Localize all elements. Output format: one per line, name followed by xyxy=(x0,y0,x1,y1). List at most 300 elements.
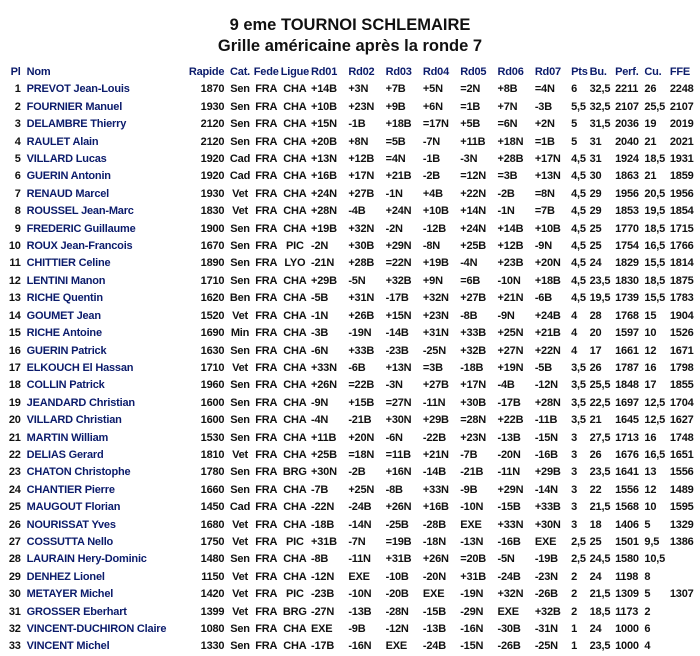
cell-rd06: -1N xyxy=(497,205,515,218)
cell-rd07: +29B xyxy=(534,466,561,479)
cell-name: RICHE Antoine xyxy=(26,327,102,340)
cell-rapide: 1710 xyxy=(200,361,225,374)
cell-rd01: -12N xyxy=(311,570,335,583)
cell-rd02: -16N xyxy=(348,640,372,653)
table-row xyxy=(6,99,700,116)
cell-performance: 1697 xyxy=(615,396,639,409)
cell-rd04: -13B xyxy=(422,623,446,635)
column-header-place: Pl xyxy=(10,66,21,78)
cell-rd01: -6N xyxy=(311,344,329,357)
cell-buchholz: 25 xyxy=(589,222,602,235)
cell-cumulative: 10 xyxy=(644,501,657,514)
cell-ffe: 1931 xyxy=(669,153,694,166)
cell-rd01: +20B xyxy=(311,135,337,148)
cell-category: Sen xyxy=(230,274,250,287)
cell-points: 4,5 xyxy=(571,274,586,287)
cell-rd04: -12B xyxy=(422,222,446,235)
cell-category: Sen xyxy=(230,414,250,427)
cell-ffe xyxy=(669,621,700,638)
cell-rd03: -23B xyxy=(385,344,409,357)
cell-name: RICHE Quentin xyxy=(26,292,103,305)
cell-rd01: +14B xyxy=(311,83,337,96)
cell-rd02: +30B xyxy=(348,240,375,253)
cell-league: BRG xyxy=(282,605,307,618)
cell-place: 20 xyxy=(8,414,21,427)
cell-name: LENTINI Manon xyxy=(26,274,106,287)
cell-points: 4,5 xyxy=(571,222,586,235)
cell-points: 3 xyxy=(571,448,578,461)
cell-federation: FRA xyxy=(255,553,278,566)
cell-rd02: -14N xyxy=(348,518,372,531)
cell-category: Sen xyxy=(230,240,250,253)
table-row xyxy=(6,325,700,342)
cell-rd05: -16N xyxy=(460,623,484,635)
cell-rd05: -7B xyxy=(460,448,478,461)
cell-rd03: +21B xyxy=(385,170,412,183)
cell-buchholz: 29 xyxy=(589,205,602,218)
cell-category: Sen xyxy=(230,431,250,444)
cell-rd04: -14B xyxy=(422,466,446,479)
cell-federation: FRA xyxy=(255,240,278,253)
cell-category: Sen xyxy=(230,344,250,357)
cell-ffe: 1651 xyxy=(669,448,694,461)
cell-rd05: -15N xyxy=(460,640,484,653)
cell-rd02: +20N xyxy=(348,431,375,444)
cell-rd07: +21B xyxy=(534,327,561,340)
cell-rapide: 1890 xyxy=(200,257,225,270)
cell-category: Sen xyxy=(230,83,250,96)
cell-place: 22 xyxy=(8,448,21,461)
cell-place: 6 xyxy=(14,170,21,183)
cell-rd07: =7B xyxy=(534,205,555,218)
cell-rd01: -2N xyxy=(311,240,329,253)
cell-rapide: 1930 xyxy=(200,100,225,113)
cell-category: Vet xyxy=(232,605,248,618)
cell-cumulative: 16,5 xyxy=(644,448,666,461)
cell-rd02: +17N xyxy=(348,170,375,183)
cell-rd04: -28B xyxy=(422,518,446,531)
cell-place: 2 xyxy=(14,100,21,113)
table-row xyxy=(6,604,700,621)
cell-rd05: +5B xyxy=(460,118,481,131)
cell-rd07: -6B xyxy=(534,292,552,305)
cell-category: Sen xyxy=(230,222,250,235)
cell-rapide: 1620 xyxy=(200,292,225,305)
cell-federation: FRA xyxy=(255,292,278,305)
cell-rd04: +32N xyxy=(422,292,449,305)
cell-place: 24 xyxy=(8,483,21,496)
cell-rd05: +33B xyxy=(460,327,487,340)
cell-cumulative: 19,5 xyxy=(644,205,666,218)
cell-category: Sen xyxy=(230,118,250,131)
cell-rapide: 1670 xyxy=(200,240,225,253)
cell-rd02: -19N xyxy=(348,327,372,340)
cell-rd02: +33B xyxy=(348,344,375,357)
cell-name: FOURNIER Manuel xyxy=(26,100,123,113)
cell-rd03: +26N xyxy=(385,501,412,514)
cell-place: 18 xyxy=(8,379,21,392)
cell-points: 4 xyxy=(571,344,578,357)
cell-place: 10 xyxy=(8,240,21,253)
cell-buchholz: 20 xyxy=(589,327,602,340)
cell-rd04: =3B xyxy=(422,361,443,374)
cell-rd04: +27B xyxy=(422,379,449,392)
cell-category: Min xyxy=(230,327,250,340)
cell-buchholz: 19,5 xyxy=(589,292,611,305)
cell-league: CHA xyxy=(283,448,307,461)
cell-buchholz: 31,5 xyxy=(589,118,611,131)
cell-rd01: -1N xyxy=(311,309,329,322)
column-header-rapide: Rapide xyxy=(188,66,225,78)
cell-rapide: 1680 xyxy=(200,518,225,531)
cell-performance: 1568 xyxy=(615,501,639,514)
cell-cumulative: 16 xyxy=(644,361,657,374)
cell-rd05: EXE xyxy=(460,518,482,531)
cell-rd02: +32N xyxy=(348,222,375,235)
cell-performance: 1770 xyxy=(615,222,639,235)
cell-rd05: -29N xyxy=(460,605,484,618)
cell-rd05: -10N xyxy=(460,501,484,514)
cell-cumulative: 21 xyxy=(644,170,657,183)
cell-rd07: -11B xyxy=(534,414,558,427)
cell-league: CHA xyxy=(283,292,307,305)
cell-rd06: -26B xyxy=(497,640,521,653)
cell-category: Sen xyxy=(230,553,250,566)
cell-rd01: +11B xyxy=(311,431,337,444)
cell-ffe: 1489 xyxy=(669,483,694,496)
cell-rd01: -18B xyxy=(311,518,335,531)
cell-points: 2,5 xyxy=(571,535,586,548)
cell-rd02: +15B xyxy=(348,396,375,409)
cell-name: CHATON Christophe xyxy=(26,466,131,479)
cell-category: Vet xyxy=(232,309,248,322)
cell-rd04: -7N xyxy=(422,135,441,148)
cell-place: 23 xyxy=(8,466,21,479)
cell-place: 12 xyxy=(8,274,21,287)
cell-rd02: +25N xyxy=(348,483,375,496)
cell-performance: 1739 xyxy=(615,292,639,305)
cell-rd02: =22B xyxy=(348,379,375,392)
cell-rd01: -5B xyxy=(311,292,329,305)
cell-league: CHA xyxy=(283,361,307,374)
cell-rd05: =1B xyxy=(460,100,481,113)
cell-cumulative: 15,5 xyxy=(644,292,666,305)
cell-federation: FRA xyxy=(255,501,278,514)
cell-league: PIC xyxy=(285,240,304,253)
cell-rd05: -3N xyxy=(460,153,478,166)
cell-federation: FRA xyxy=(255,466,278,479)
cell-league: CHA xyxy=(283,83,307,96)
table-row xyxy=(6,430,700,447)
cell-points: 2,5 xyxy=(571,553,586,566)
cell-name: NOURISSAT Yves xyxy=(26,518,116,531)
table-row xyxy=(6,499,700,516)
cell-rd07: +28N xyxy=(534,396,561,409)
cell-rd01: +15N xyxy=(311,118,337,131)
cell-rd06: +19N xyxy=(497,361,524,374)
cell-rapide: 1660 xyxy=(200,483,225,496)
cell-rd07: +13N xyxy=(534,170,561,183)
cell-performance: 1580 xyxy=(615,553,639,566)
cell-rd02: EXE xyxy=(348,570,370,583)
cell-performance: 1000 xyxy=(615,623,639,635)
cell-rd02: -6B xyxy=(348,361,366,374)
cell-rd01: +19B xyxy=(311,222,337,235)
cell-rd03: =11B xyxy=(385,448,411,461)
cell-rd07: +10B xyxy=(534,222,561,235)
cell-rd07: -9N xyxy=(534,240,552,253)
cell-rd07: -25N xyxy=(534,640,558,653)
cell-points: 4,5 xyxy=(571,257,586,270)
cell-rd02: +8N xyxy=(348,135,369,148)
cell-league: CHA xyxy=(283,570,307,583)
cell-rd03: -28N xyxy=(385,605,409,618)
cell-rd05: +31B xyxy=(460,570,487,583)
cell-rd02: +28B xyxy=(348,257,375,270)
cell-rd01: +29B xyxy=(311,274,337,287)
cell-rd02: +23N xyxy=(348,100,375,113)
cell-rd05: +25B xyxy=(460,240,487,253)
cell-cumulative: 18,5 xyxy=(644,274,666,287)
cell-rd06: +8B xyxy=(497,83,518,96)
cell-category: Ben xyxy=(229,292,251,305)
cell-rd03: -17B xyxy=(385,292,409,305)
cell-cumulative: 12 xyxy=(644,483,657,496)
cell-buchholz: 23,5 xyxy=(589,466,611,479)
table-row xyxy=(6,638,700,655)
standings-table xyxy=(6,64,700,656)
table-row xyxy=(6,221,700,238)
table-row xyxy=(6,482,700,499)
cell-rapide: 1750 xyxy=(200,535,225,548)
cell-federation: FRA xyxy=(255,135,278,148)
cell-league: CHA xyxy=(283,344,307,357)
cell-points: 3,5 xyxy=(571,396,586,409)
cell-name: CHANTIER Pierre xyxy=(26,483,115,496)
column-header-rd04: Rd04 xyxy=(422,66,450,78)
cell-federation: FRA xyxy=(255,83,278,96)
cell-federation: FRA xyxy=(255,257,278,270)
cell-cumulative: 5 xyxy=(644,518,651,531)
cell-rd06: -2B xyxy=(497,187,515,200)
cell-name: DELIAS Gerard xyxy=(26,448,104,461)
cell-rd04: -1B xyxy=(422,153,441,166)
cell-place: 30 xyxy=(8,588,21,601)
table-row xyxy=(6,134,700,151)
cell-place: 4 xyxy=(14,135,21,148)
cell-rd01: +30N xyxy=(311,466,337,479)
cell-cumulative: 16,5 xyxy=(644,240,666,253)
cell-name: GROSSER Eberhart xyxy=(26,605,127,618)
cell-league: CHA xyxy=(283,414,307,427)
cell-rapide: 1900 xyxy=(200,222,225,235)
cell-points: 3 xyxy=(571,518,578,531)
cell-rd06: +22B xyxy=(497,414,524,427)
column-header-points: Pts xyxy=(571,66,588,78)
cell-performance: 1713 xyxy=(615,431,639,444)
cell-rapide: 1830 xyxy=(200,205,225,218)
cell-points: 5,5 xyxy=(571,100,586,113)
cell-rd07: +22N xyxy=(534,344,561,357)
cell-points: 3,5 xyxy=(571,361,586,374)
cell-buchholz: 18,5 xyxy=(589,605,611,618)
cell-cumulative: 15,5 xyxy=(644,257,666,270)
cell-rd04: -2B xyxy=(422,170,441,183)
cell-federation: FRA xyxy=(255,396,278,409)
cell-points: 3 xyxy=(571,431,578,444)
cell-rapide: 1450 xyxy=(200,501,225,514)
cell-points: 3,5 xyxy=(571,414,586,427)
cell-points: 4,5 xyxy=(571,205,586,218)
cell-federation: FRA xyxy=(255,344,278,357)
cell-buchholz: 30 xyxy=(589,170,602,183)
cell-rapide: 1870 xyxy=(200,83,225,96)
cell-rd02: -11N xyxy=(348,553,371,566)
cell-rd05: =2N xyxy=(460,83,481,96)
cell-rd04: +19B xyxy=(422,257,449,270)
table-row xyxy=(6,569,700,586)
cell-league: LYO xyxy=(284,257,306,270)
cell-points: 2 xyxy=(571,570,578,583)
column-header-rd06: Rd06 xyxy=(497,66,524,78)
cell-rd04: EXE xyxy=(422,588,445,601)
cell-rd01: -9N xyxy=(311,396,329,409)
cell-name: RAULET Alain xyxy=(26,135,99,148)
cell-cumulative: 12 xyxy=(644,344,657,357)
cell-rd07: +33B xyxy=(534,501,561,514)
cell-place: 21 xyxy=(8,431,21,444)
cell-points: 4,5 xyxy=(571,153,586,166)
cell-federation: FRA xyxy=(255,205,278,218)
cell-rd04: +9N xyxy=(422,274,443,287)
column-header-rd05: Rd05 xyxy=(460,66,487,78)
cell-rd01: -7B xyxy=(311,483,329,496)
cell-cumulative: 10 xyxy=(644,327,657,340)
cell-cumulative: 4 xyxy=(644,640,651,653)
cell-federation: FRA xyxy=(255,187,278,200)
cell-rd05: +32B xyxy=(460,344,487,357)
cell-league: CHA xyxy=(283,309,307,322)
cell-buchholz: 21,5 xyxy=(589,501,611,514)
cell-place: 5 xyxy=(14,153,21,166)
cell-performance: 1309 xyxy=(615,588,639,601)
cell-rd06: -5N xyxy=(497,553,515,566)
cell-ffe: 2019 xyxy=(669,118,694,131)
cell-category: Vet xyxy=(232,518,248,531)
cell-place: 27 xyxy=(8,535,21,548)
cell-points: 4 xyxy=(571,327,578,340)
cell-rd01: +31B xyxy=(311,535,337,548)
cell-cumulative: 6 xyxy=(644,623,651,635)
cell-performance: 1787 xyxy=(615,361,639,374)
cell-rd05: +24N xyxy=(460,222,487,235)
cell-rd05: -18B xyxy=(460,361,484,374)
cell-rd04: +26N xyxy=(422,553,449,566)
cell-rd03: +32B xyxy=(385,274,412,287)
cell-name: PREVOT Jean-Louis xyxy=(26,83,130,96)
table-row xyxy=(6,395,700,412)
cell-performance: 2107 xyxy=(615,100,639,113)
cell-category: Sen xyxy=(230,379,250,392)
cell-name: VINCENT Michel xyxy=(26,640,110,653)
cell-rd03: EXE xyxy=(385,640,408,653)
cell-cumulative: 21 xyxy=(644,135,657,148)
cell-rd03: -14B xyxy=(385,327,409,340)
cell-rd04: -25N xyxy=(422,344,446,357)
cell-performance: 1556 xyxy=(615,483,639,496)
cell-rd04: +5N xyxy=(422,83,443,96)
cell-rd03: +16N xyxy=(385,466,412,479)
cell-buchholz: 31 xyxy=(589,153,602,166)
table-header-row xyxy=(6,64,700,81)
cell-league: BRG xyxy=(282,466,307,479)
cell-rd06: +7N xyxy=(497,100,518,113)
cell-ffe: 1704 xyxy=(669,396,694,409)
cell-federation: FRA xyxy=(255,170,278,183)
cell-name: COSSUTTA Nello xyxy=(26,535,114,548)
cell-federation: FRA xyxy=(255,327,278,340)
cell-rd04: +21N xyxy=(422,448,449,461)
cell-rd03: =4N xyxy=(385,153,406,166)
cell-place: 13 xyxy=(8,292,21,305)
cell-rd01: +10B xyxy=(311,100,337,113)
cell-performance: 1501 xyxy=(615,535,639,548)
cell-buchholz: 32,5 xyxy=(589,100,611,113)
cell-federation: FRA xyxy=(255,605,278,618)
cell-league: PIC xyxy=(285,588,304,601)
cell-place: 33 xyxy=(8,640,21,653)
cell-federation: FRA xyxy=(255,153,278,166)
cell-rd07: -5B xyxy=(534,361,552,374)
cell-rapide: 1399 xyxy=(200,605,225,618)
cell-league: CHA xyxy=(283,501,307,514)
cell-rd06: +18N xyxy=(497,135,524,148)
cell-cumulative: 26 xyxy=(644,83,657,96)
cell-buchholz: 17 xyxy=(589,344,602,357)
cell-rapide: 1420 xyxy=(200,588,225,601)
cell-rd03: +18B xyxy=(385,118,412,131)
cell-name: GUERIN Patrick xyxy=(26,344,107,357)
cell-rd01: +26N xyxy=(311,379,337,392)
cell-rd05: =12N xyxy=(460,170,487,183)
cell-category: Vet xyxy=(232,535,248,548)
cell-name: VILLARD Lucas xyxy=(26,153,107,166)
cell-ffe xyxy=(669,604,700,621)
cell-buchholz: 32,5 xyxy=(589,83,611,96)
cell-rd07: -16B xyxy=(534,448,558,461)
cell-federation: FRA xyxy=(255,100,278,113)
cell-rd07: EXE xyxy=(534,535,557,548)
cell-rd01: -21N xyxy=(311,257,335,270)
column-header-cumulative: Cu. xyxy=(644,66,662,78)
cell-rapide: 2120 xyxy=(200,135,225,148)
cell-rd07: +32B xyxy=(534,605,561,618)
cell-rd01: +13N xyxy=(311,153,337,166)
cell-rd02: -4B xyxy=(348,205,366,218)
cell-cumulative: 16 xyxy=(644,431,657,444)
cell-rd03: -2N xyxy=(385,222,403,235)
cell-ffe xyxy=(669,638,700,655)
cell-rd07: +30N xyxy=(534,518,561,531)
cell-rd02: -13B xyxy=(348,605,372,618)
cell-rd05: +14N xyxy=(460,205,487,218)
cell-federation: FRA xyxy=(255,118,278,131)
cell-rd03: =19B xyxy=(385,535,412,548)
cell-rd07: -15N xyxy=(534,431,558,444)
cell-performance: 2036 xyxy=(615,118,639,131)
cell-points: 4 xyxy=(571,309,578,322)
cell-ffe: 1859 xyxy=(669,170,694,183)
